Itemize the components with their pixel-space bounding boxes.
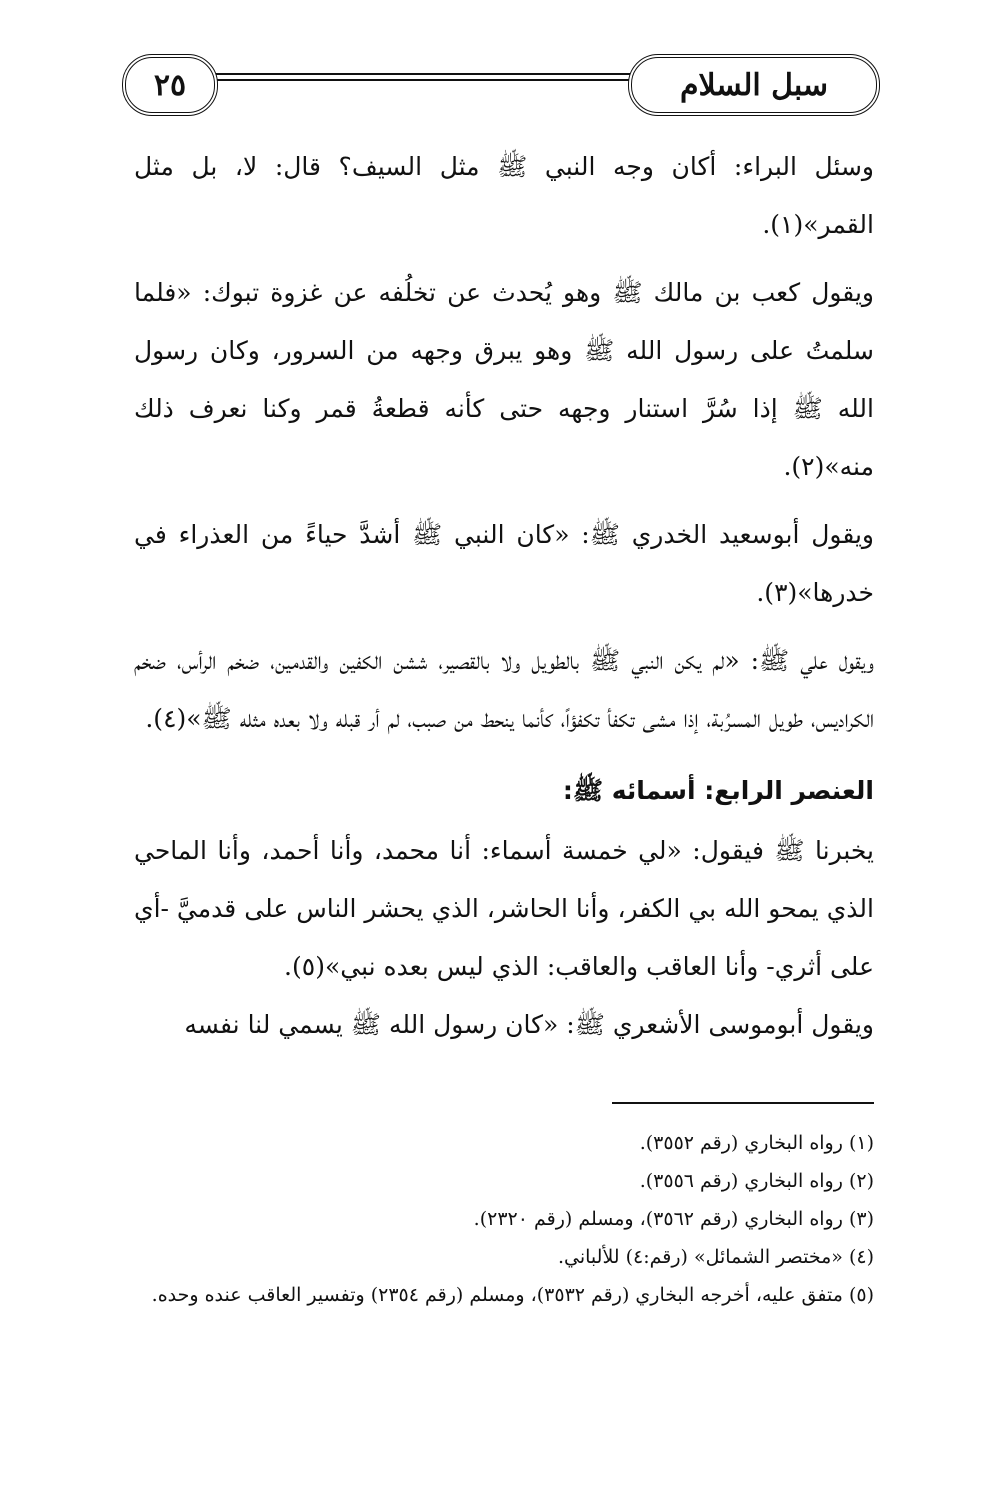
page-number: ٢٥	[153, 67, 187, 103]
page-header	[118, 48, 880, 126]
paragraph: ويقول علي ﷺ: «لم يكن النبي ﷺ بالطويل ولا بالقصير، ششن الكفين والقدمين، ضخم الرأس، ضخم الكراديس، طويل المسرُبة، إذا مشى تكفأ تكفؤاً، كأنما ينحط من صبب، لم أر قبله ولا بعده مثله ﷺ»(٤).	[134, 646, 874, 733]
book-title-frame	[628, 54, 880, 116]
footnote-separator	[612, 1102, 874, 1104]
paragraph: يخبرنا ﷺ فيقول: «لي خمسة أسماء: أنا محمد، وأنا أحمد، وأنا الماحي الذي يمحو الله بي الكفر، وأنا الحاشر، الذي يحشر الناس على قدميَّ -أي على أثري- وأنا العاقب والعاقب: الذي ليس بعده نبي»(٥).	[134, 836, 874, 981]
paragraph: ويقول كعب بن مالك ﷺ وهو يُحدث عن تخلُفه عن غزوة تبوك: «فلما سلمتُ على رسول الله ﷺ وهو يبرق وجهه من السرور، وكان رسول الله ﷺ إذا سُرَّ استنار وجهه حتى كأنه قطعةُ قمر وكنا نعرف ذلك منه»(٢).	[134, 278, 874, 481]
header-rule-top	[210, 73, 642, 75]
paragraph: ويقول أبوموسى الأشعري ﷺ: «كان رسول الله ﷺ يسمي لنا نفسه	[184, 1010, 874, 1039]
header-rule-bottom	[210, 79, 642, 81]
paragraph: ويقول أبوسعيد الخدري ﷺ: «كان النبي ﷺ أشدَّ حياءً من العذراء في خدرها»(٣).	[134, 520, 874, 607]
main-text	[134, 138, 874, 1054]
page-number-frame	[122, 54, 218, 116]
footnote: (١) رواه البخاري (رقم ٣٥٥٢).	[639, 1132, 874, 1154]
footnote: (٥) متفق عليه، أخرجه البخاري (رقم ٣٥٣٢)، ومسلم (رقم ٢٣٥٤) وتفسير العاقب عنده وحده.	[151, 1284, 874, 1306]
footnotes	[134, 1124, 874, 1314]
footnote: (٢) رواه البخاري (رقم ٣٥٥٦).	[639, 1170, 874, 1192]
paragraph: وسئل البراء: أكان وجه النبي ﷺ مثل السيف؟ قال: لا، بل مثل القمر»(١).	[134, 152, 874, 239]
footnote: (٣) رواه البخاري (رقم ٣٥٦٢)، ومسلم (رقم ٢٣٢٠).	[473, 1208, 874, 1230]
footnote: (٤) «مختصر الشمائل» (رقم:٤) للألباني.	[557, 1246, 874, 1268]
section-heading: العنصر الرابع: أسمائه ﷺ:	[562, 776, 874, 805]
book-title: سبل السلام	[679, 67, 829, 103]
